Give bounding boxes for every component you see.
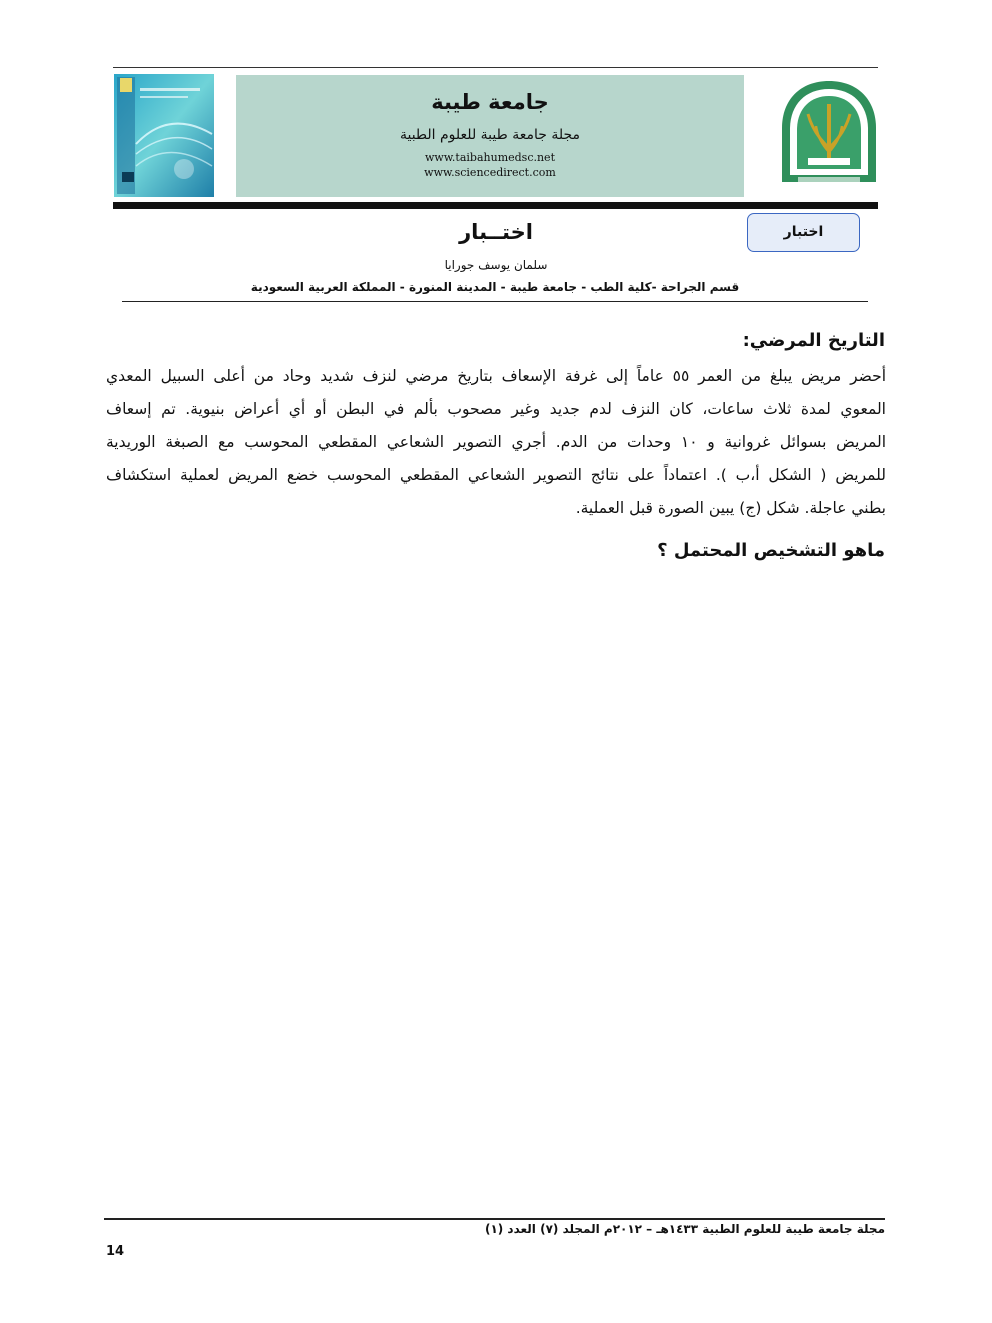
paragraph-line: للمريض ( الشكل أ،ب ). اعتماداً على نتائج التصوير الشعاعي المقطعي المحوسب خضع المريض لعملية استكشاف [106, 466, 886, 484]
paragraph-line: المعوي لمدة ثلاث ساعات، كان النزف لدم جديد وغير مصحوب بألم في البطن أو أي أعراض بنيوية. تم إسعاف [106, 400, 886, 418]
journal-banner [236, 75, 744, 197]
journal-cover-image [114, 74, 214, 197]
footer-rule [104, 1218, 885, 1220]
sciencedirect-url[interactable]: www.sciencedirect.com [424, 166, 556, 179]
diagnosis-question: ماهو التشخيص المحتمل ؟ [657, 540, 885, 561]
article-type-badge: اختبار [747, 213, 860, 252]
paragraph-line: أحضر مريض يبلغ من العمر ٥٥ عاماً إلى غرفة الإسعاف بتاريخ مرضي لنزف شديد وحاد من أعلى السبيل المعدي [106, 367, 886, 385]
section-heading-history: التاريخ المرضي: [742, 330, 885, 351]
header-divider-bar [113, 202, 878, 209]
author-name: سلمان يوسف جورايا [444, 258, 548, 272]
university-logo [778, 78, 880, 190]
paragraph-line: بطني عاجلة. شكل (ج) يبين الصورة قبل العملية. [575, 499, 886, 517]
affiliation-rule [122, 301, 868, 302]
university-name: جامعة طيبة [431, 90, 549, 114]
footer-citation: مجلة جامعة طيبة للعلوم الطبية ١٤٣٣هـ – ٢٠١٢م المجلد (٧) العدد (١) [484, 1222, 885, 1236]
page-number: 14 [106, 1244, 125, 1259]
author-affiliation: قسم الجراحة -كلية الطب - جامعة طيبة - المدينة المنورة - المملكة العربية السعودية [250, 280, 740, 294]
header-top-rule [113, 67, 878, 68]
article-title: اختــبار [459, 220, 533, 244]
case-paragraph [106, 360, 886, 525]
journal-name: مجلة جامعة طيبة للعلوم الطبية [399, 127, 581, 143]
journal-url[interactable]: www.taibahumedsc.net [424, 151, 555, 164]
paragraph-line: المريض بسوائل غروانية و ١٠ وحدات من الدم. أجري التصوير الشعاعي المقطعي المحوسب مع الصبغة الوريدية [106, 433, 886, 451]
